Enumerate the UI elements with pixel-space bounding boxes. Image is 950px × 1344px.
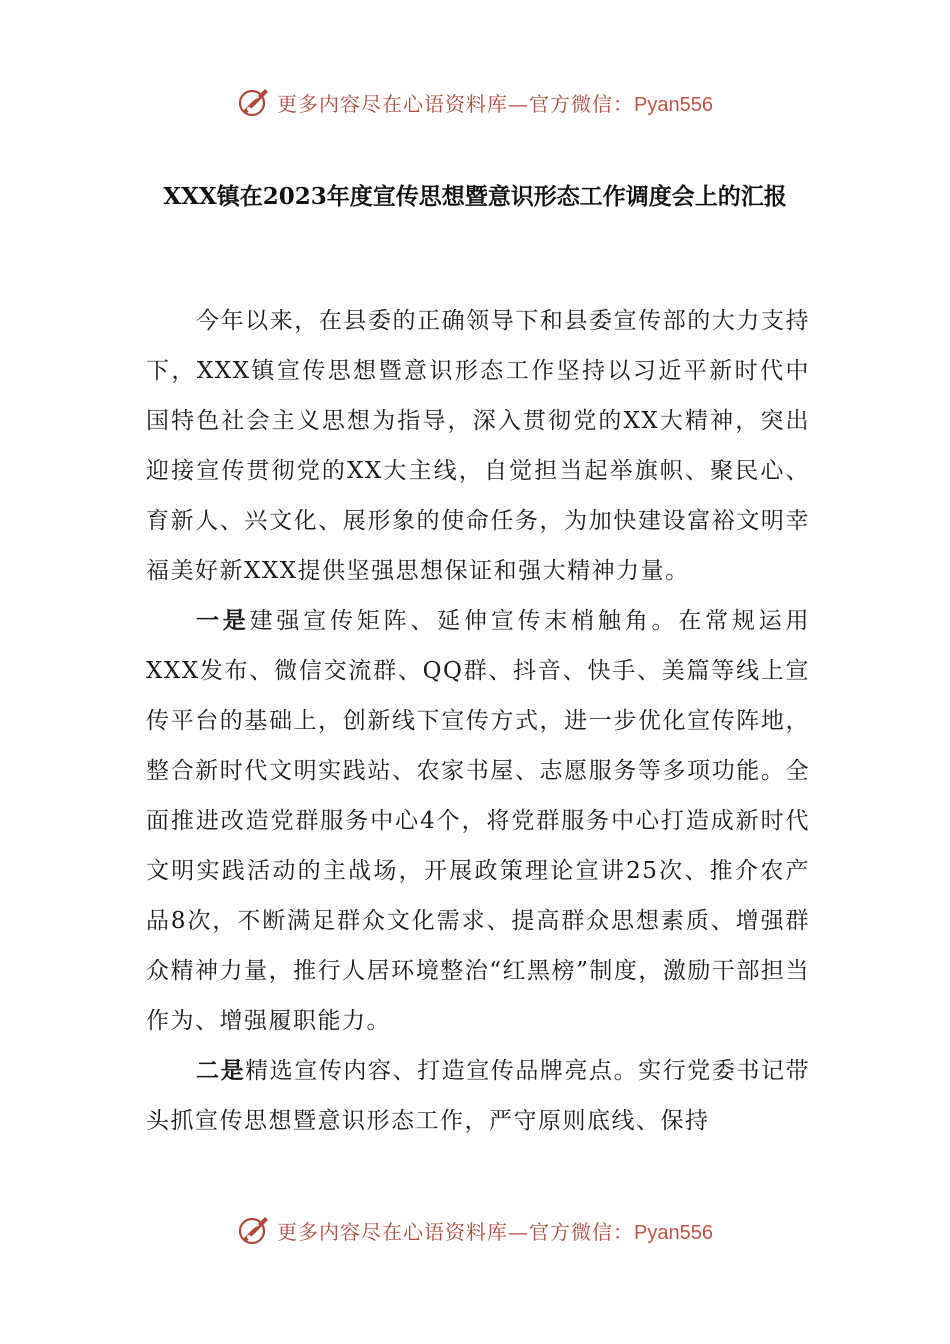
quill-seal-icon — [237, 1213, 271, 1247]
paragraph-intro — [146, 296, 810, 596]
paragraph-text: 精选宣传内容、打造宣传品牌亮点。实行党委书记带头抓宣传思想暨意识形态工作，严守原则底线、保持 — [146, 1058, 810, 1134]
banner-text: 更多内容尽在心语资料库—官方微信：Pyan556 — [277, 1219, 713, 1244]
banner-text: 更多内容尽在心语资料库—官方微信：Pyan556 — [277, 91, 713, 116]
paragraph-point-1 — [146, 596, 810, 1046]
wechat-account: Pyan556 — [634, 93, 713, 116]
paragraph-text: 建强宣传矩阵、延伸宣传末梢触角。在常规运用XXX发布、微信交流群、QQ群、抖音、快手、美篇等线上宣传平台的基础上，创新线下宣传方式，进一步优化宣传阵地，整合新时代文明实践站、农家书屋、志愿服务等多项功能。全面推进改造党群服务中心4个，将党群服务中心打造成新时代文明实践活动的主战场，开展政策理论宣讲25次、推介农产品8次，不断满足群众文化需求、提高群众思想素质、增强群众精神力量，推行人居环境整治“红黑榜”制度，激励干部担当作为、增强履职能力。 — [146, 608, 811, 1034]
footer-banner — [0, 1210, 950, 1250]
wechat-account: Pyan556 — [634, 1221, 713, 1244]
document-body — [146, 296, 810, 1146]
document-title: XXX镇在2023年度宣传思想暨意识形态工作调度会上的汇报 — [163, 183, 787, 210]
paragraph-lead: 一是 — [196, 607, 250, 634]
header-banner — [0, 82, 950, 122]
paragraph-text: 今年以来，在县委的正确领导下和县委宣传部的大力支持下，XXX镇宣传思想暨意识形态工作坚持以习近平新时代中国特色社会主义思想为指导，深入贯彻党的XX大精神，突出迎接宣传贯彻党的XX大主线，自觉担当起举旗帜、聚民心、育新人、兴文化、展形象的使命任务，为加快建设富裕文明幸福美好新XXX提供坚强思想保证和强大精神力量。 — [146, 308, 810, 584]
paragraph-point-2 — [146, 1046, 810, 1146]
quill-seal-icon — [237, 85, 271, 119]
paragraph-lead: 二是 — [196, 1057, 246, 1084]
